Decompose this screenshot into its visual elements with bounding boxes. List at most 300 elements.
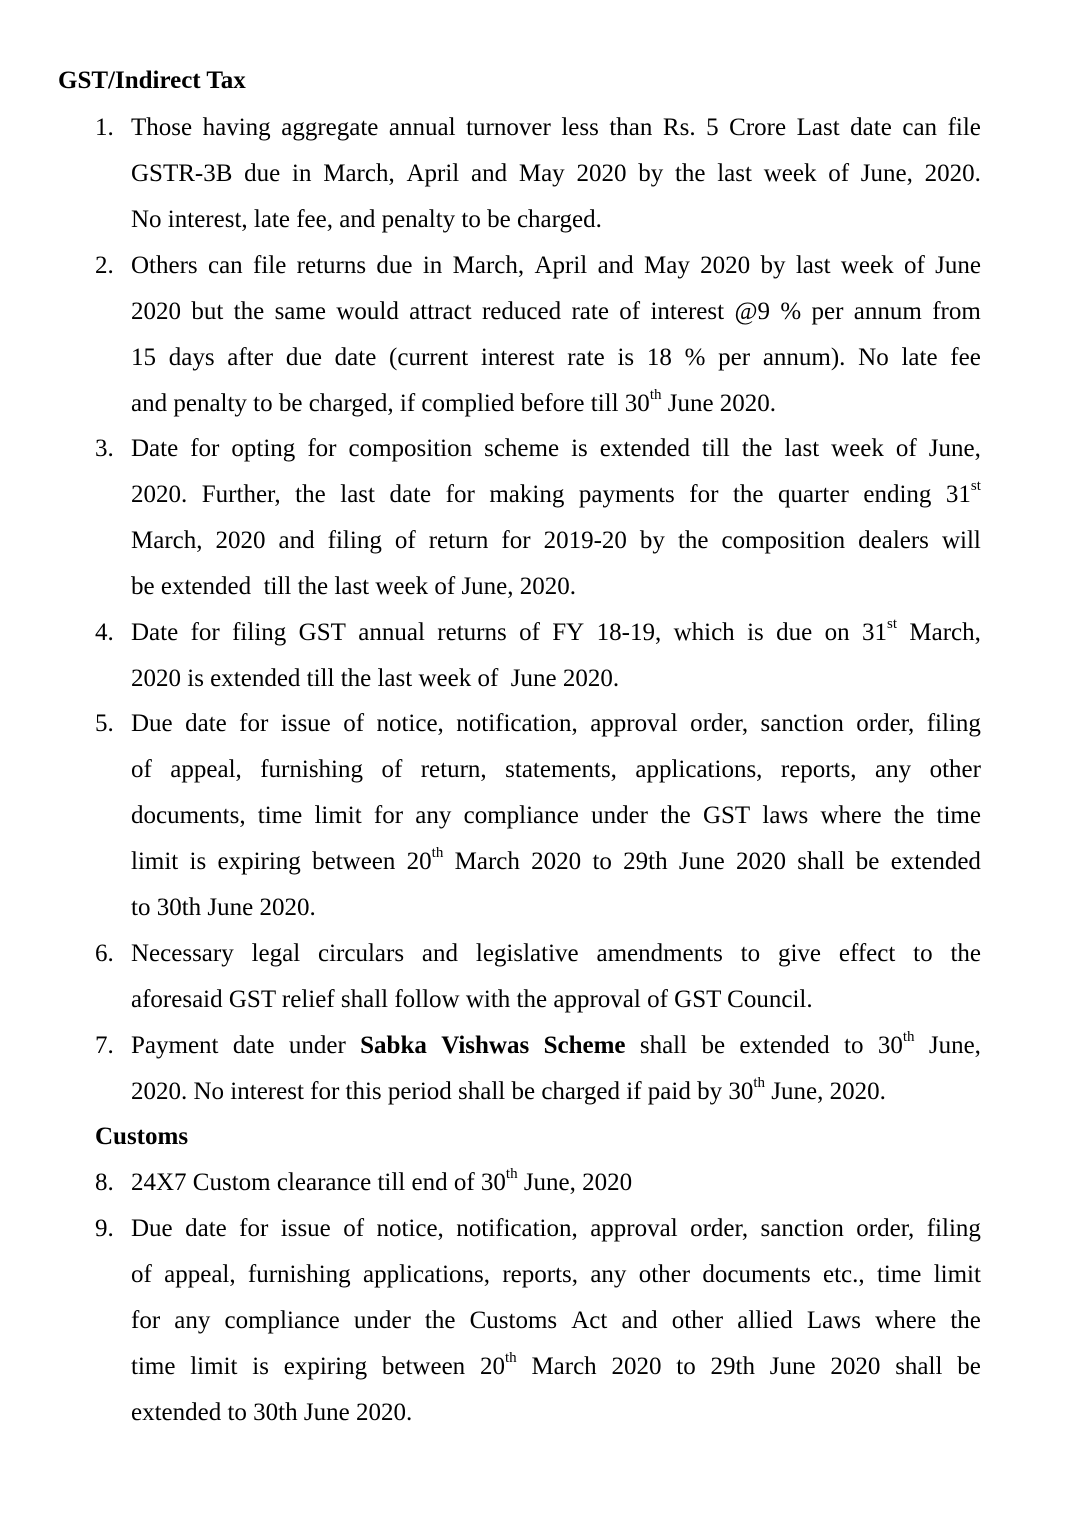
- word: same: [274, 298, 326, 325]
- word: the: [732, 481, 764, 508]
- list-item-line: [131, 526, 981, 556]
- word: the: [893, 802, 925, 829]
- word: applications,: [635, 756, 763, 783]
- word: 29th: [710, 1353, 755, 1380]
- word: GST: [298, 619, 346, 646]
- word: sanction: [760, 1215, 844, 1242]
- word: time: [936, 802, 981, 829]
- word: expiring: [283, 1353, 368, 1380]
- word: extended: [599, 435, 691, 462]
- word: and: [278, 527, 315, 554]
- word: but: [191, 298, 224, 325]
- word: the: [233, 298, 265, 325]
- word: any: [415, 802, 452, 829]
- word: etc.,: [823, 1261, 865, 1288]
- word: notice,: [376, 1215, 444, 1242]
- word: documents,: [131, 802, 246, 829]
- word: other: [929, 756, 981, 783]
- word: June,: [928, 435, 981, 462]
- word: order,: [690, 710, 749, 737]
- word: appeal,: [170, 756, 242, 783]
- word: 15: [131, 344, 156, 371]
- word: from: [932, 298, 981, 325]
- word: the: [741, 435, 773, 462]
- list-item-line: [131, 1214, 981, 1244]
- section-heading-gst: GST/Indirect Tax: [58, 67, 246, 94]
- word: scheme: [484, 435, 560, 462]
- list-item-line: [131, 618, 981, 648]
- word: filing: [232, 619, 287, 646]
- list-item-number: 4.: [95, 619, 114, 646]
- word: 2019-20: [543, 527, 627, 554]
- word: last: [795, 252, 831, 279]
- word: is: [189, 848, 207, 875]
- word: returns: [296, 252, 367, 279]
- word: of: [343, 1215, 365, 1242]
- list-item-number: 8.: [95, 1169, 114, 1196]
- word: Customs: [469, 1307, 558, 1334]
- word: would: [336, 298, 399, 325]
- word: date: [334, 344, 377, 371]
- list-item-line: [131, 893, 981, 923]
- word: under: [591, 802, 648, 829]
- word: 2020: [830, 1353, 881, 1380]
- word: attract: [409, 298, 472, 325]
- bold-text: Vishwas: [441, 1032, 530, 1059]
- word: by: [639, 527, 665, 554]
- word: filing: [926, 1215, 981, 1242]
- word: under: [353, 1307, 411, 1334]
- word: Act: [571, 1307, 608, 1334]
- word: legislative: [475, 940, 579, 967]
- word: 18-19,: [596, 619, 662, 646]
- list-item-line: [131, 1031, 981, 1061]
- list-item-line: [131, 664, 981, 694]
- list-item-line: [131, 389, 981, 419]
- word: of: [828, 160, 850, 187]
- word: to: [740, 940, 761, 967]
- list-item-line: [131, 205, 981, 235]
- word: Those: [131, 114, 193, 141]
- word: the: [677, 527, 709, 554]
- word: shall: [639, 1032, 688, 1059]
- word: time: [257, 802, 303, 829]
- word: date: [389, 481, 432, 508]
- word: of: [519, 619, 540, 646]
- list-item-line: [131, 159, 981, 189]
- word: and: [621, 1307, 658, 1334]
- word: due: [244, 160, 281, 187]
- word: due: [376, 252, 413, 279]
- list-item-number: 1.: [95, 114, 114, 141]
- word: 2020: [531, 848, 582, 875]
- word: interest: [650, 298, 725, 325]
- word: return: [428, 527, 489, 554]
- word: extended: [739, 1032, 830, 1059]
- word: return,: [420, 756, 487, 783]
- ordinal-suffix: th: [505, 1168, 518, 1182]
- word: filing: [327, 527, 382, 554]
- word: 2020: [215, 527, 266, 554]
- word: between: [312, 848, 396, 875]
- word: 2020.: [131, 481, 188, 508]
- word: 2020: [736, 848, 787, 875]
- word: May: [644, 252, 690, 279]
- word: reduced: [481, 298, 562, 325]
- bold-text: Sabka: [360, 1032, 427, 1059]
- word: having: [202, 114, 271, 141]
- word: Payment: [131, 1032, 219, 1059]
- word: till: [702, 435, 730, 462]
- word: limit: [190, 1353, 238, 1380]
- word: sanction: [760, 710, 844, 737]
- word: by: [638, 160, 664, 187]
- word: annual: [358, 619, 425, 646]
- word: to: [676, 1353, 696, 1380]
- list-item-line: [131, 434, 981, 464]
- word: annual: [388, 114, 456, 141]
- word: returns: [437, 619, 507, 646]
- word: of: [619, 298, 641, 325]
- word: opting: [231, 435, 296, 462]
- word: June,: [928, 1032, 981, 1059]
- word: composition: [721, 527, 846, 554]
- word: of: [903, 252, 925, 279]
- word: 5: [706, 114, 719, 141]
- list-item-line: [131, 1077, 981, 1107]
- word: for: [239, 710, 269, 737]
- word: and: [421, 940, 459, 967]
- word: March,: [909, 619, 981, 646]
- word: expiring: [217, 848, 301, 875]
- word: for: [445, 481, 475, 508]
- word: @9: [734, 298, 770, 325]
- word: where: [875, 1307, 937, 1334]
- word: in: [292, 160, 312, 187]
- text-segment: extended to 30th June 2020.: [131, 1399, 413, 1426]
- text-segment: to 30th June 2020.: [131, 894, 316, 921]
- word: for: [239, 1215, 269, 1242]
- word: week: [831, 435, 884, 462]
- word: March,: [452, 252, 525, 279]
- word: quarter: [778, 481, 849, 508]
- word: any: [174, 1307, 211, 1334]
- word: 20th: [480, 1352, 517, 1382]
- word: annum).: [762, 344, 846, 371]
- word: Further,: [201, 481, 281, 508]
- text-segment: 2020 is extended till the last week of June 2020.: [131, 665, 620, 692]
- word: of: [394, 527, 416, 554]
- word: and: [597, 252, 634, 279]
- word: to: [592, 848, 612, 875]
- word: June: [769, 1353, 816, 1380]
- word: date: [232, 1032, 275, 1059]
- word: ending: [863, 481, 932, 508]
- word: will: [941, 527, 981, 554]
- word: be: [957, 1353, 981, 1380]
- word: notification,: [456, 710, 578, 737]
- word: be: [855, 848, 880, 875]
- word: 31st: [862, 618, 897, 648]
- text-segment: 2020. No interest for this period shall be charged if paid by 30: [131, 1078, 754, 1105]
- section-heading-customs: Customs: [95, 1123, 189, 1150]
- word: due: [285, 344, 322, 371]
- word: shall: [895, 1353, 943, 1380]
- word: legal: [251, 940, 301, 967]
- word: the: [660, 802, 691, 829]
- word: 29th: [623, 848, 668, 875]
- word: making: [489, 481, 565, 508]
- word: aggregate: [281, 114, 379, 141]
- word: annum: [853, 298, 922, 325]
- word: 31st: [946, 480, 981, 510]
- word: due: [776, 619, 813, 646]
- text-segment: be extended till the last week of June, 2020.: [131, 573, 577, 600]
- list-item-number: 2.: [95, 252, 114, 279]
- word: May: [518, 160, 565, 187]
- word: time: [876, 1261, 922, 1288]
- word: approval: [590, 1215, 678, 1242]
- list-item-line: [131, 709, 981, 739]
- word: to: [913, 940, 933, 967]
- word: June: [678, 848, 725, 875]
- word: turnover: [466, 114, 551, 141]
- word: is: [571, 435, 588, 462]
- word: [544, 1031, 626, 1061]
- word: amendments: [596, 940, 723, 967]
- word: for: [131, 1307, 161, 1334]
- word: 2020.: [924, 160, 981, 187]
- word: %: [780, 298, 802, 325]
- word: the: [950, 1307, 981, 1334]
- word: 30th: [878, 1031, 915, 1061]
- list-item-line: [131, 801, 981, 831]
- ordinal-suffix: th: [902, 1031, 915, 1045]
- word: be: [701, 1032, 726, 1059]
- word: limit: [131, 848, 179, 875]
- word: under: [288, 1032, 346, 1059]
- word: is: [617, 344, 635, 371]
- word: than: [609, 114, 653, 141]
- word: any: [875, 756, 912, 783]
- word: 2020: [576, 160, 627, 187]
- word: order,: [856, 710, 915, 737]
- word: furnishing: [247, 1261, 351, 1288]
- word: limit: [933, 1261, 981, 1288]
- word: other: [671, 1307, 724, 1334]
- word: give: [777, 940, 822, 967]
- word: week: [763, 160, 817, 187]
- word: after: [227, 344, 274, 371]
- word: limit: [314, 802, 362, 829]
- word: March,: [323, 160, 395, 187]
- list-item-line: [131, 251, 981, 281]
- word: appeal,: [164, 1261, 236, 1288]
- list-item-line: [131, 939, 981, 969]
- word: file: [253, 252, 287, 279]
- word: payments: [578, 481, 675, 508]
- word: Others: [131, 252, 198, 279]
- word: file: [947, 114, 981, 141]
- word: notice,: [376, 710, 444, 737]
- word: rate: [567, 344, 605, 371]
- word: filing: [926, 710, 981, 737]
- word: GST: [702, 802, 751, 829]
- word: order,: [690, 1215, 749, 1242]
- word: other: [638, 1261, 691, 1288]
- word: per: [718, 344, 751, 371]
- list-item-line: [131, 847, 981, 877]
- list-item-line: [131, 1168, 981, 1198]
- list-item-line: [131, 1306, 981, 1336]
- word: is: [252, 1353, 269, 1380]
- word: June: [935, 252, 981, 279]
- word: Necessary: [131, 940, 234, 967]
- ordinal-suffix: th: [431, 847, 444, 861]
- word: interest: [480, 344, 555, 371]
- list-item-line: [131, 1260, 981, 1290]
- word: statements,: [505, 756, 617, 783]
- word: furnishing: [260, 756, 363, 783]
- list-item-number: 6.: [95, 940, 114, 967]
- word: last: [717, 160, 752, 187]
- word: last: [340, 481, 375, 508]
- word: the: [950, 940, 981, 967]
- word: fee: [950, 344, 981, 371]
- ordinal-suffix: th: [753, 1077, 765, 1091]
- word: issue: [280, 710, 331, 737]
- word: late: [901, 344, 938, 371]
- word: rate: [571, 298, 609, 325]
- word: of: [343, 710, 365, 737]
- word: for: [373, 802, 404, 829]
- word: days: [168, 344, 215, 371]
- word: %: [684, 344, 706, 371]
- word: circulars: [318, 940, 405, 967]
- word: date: [185, 1215, 227, 1242]
- word: Date: [131, 619, 179, 646]
- word: shall: [797, 848, 845, 875]
- list-item-line: [131, 113, 981, 143]
- text-segment: June, 2020: [517, 1169, 633, 1196]
- word: of: [895, 435, 917, 462]
- word: order,: [856, 1215, 915, 1242]
- word: allied: [737, 1307, 793, 1334]
- word: reports,: [780, 756, 857, 783]
- text-segment: June, 2020.: [765, 1078, 886, 1105]
- word: Laws: [806, 1307, 862, 1334]
- list-item-line: [131, 297, 981, 327]
- list-item-line: [131, 755, 981, 785]
- word: effect: [838, 940, 896, 967]
- word: applications,: [362, 1261, 491, 1288]
- text-segment: No interest, late fee, and penalty to be charged.: [131, 206, 602, 233]
- word: for: [190, 619, 220, 646]
- list-item-number: 9.: [95, 1215, 114, 1242]
- word: compliance: [224, 1307, 340, 1334]
- word: notification,: [456, 1215, 578, 1242]
- word: [360, 1031, 427, 1061]
- word: can: [902, 114, 938, 141]
- word: the: [674, 160, 706, 187]
- word: is: [747, 619, 764, 646]
- word: 2020: [700, 252, 751, 279]
- word: time: [131, 1353, 176, 1380]
- word: for: [501, 527, 531, 554]
- word: [441, 1031, 529, 1061]
- word: March,: [131, 527, 203, 554]
- word: No: [858, 344, 889, 371]
- word: approval: [590, 710, 678, 737]
- word: April: [534, 252, 588, 279]
- word: date: [185, 710, 227, 737]
- word: for: [190, 435, 220, 462]
- list-item-line: [131, 1398, 981, 1428]
- word: for: [307, 435, 337, 462]
- word: April: [406, 160, 460, 187]
- word: GSTR-3B: [131, 160, 233, 187]
- word: Last: [796, 114, 840, 141]
- word: reports,: [502, 1261, 579, 1288]
- word: in: [422, 252, 443, 279]
- word: dealers: [858, 527, 929, 554]
- list-item-number: 5.: [95, 710, 114, 737]
- word: week: [840, 252, 894, 279]
- word: 20th: [407, 847, 444, 877]
- word: Date: [131, 435, 179, 462]
- ordinal-suffix: st: [970, 480, 981, 494]
- word: where: [820, 802, 882, 829]
- ordinal-suffix: st: [886, 618, 897, 632]
- bold-text: Scheme: [543, 1032, 626, 1059]
- list-item-number: 7.: [95, 1032, 114, 1059]
- word: less: [561, 114, 599, 141]
- word: Rs.: [662, 114, 696, 141]
- word: documents: [702, 1261, 811, 1288]
- word: compliance: [463, 802, 579, 829]
- list-item-line: [131, 343, 981, 373]
- word: any: [590, 1261, 627, 1288]
- list-item-line: [131, 985, 981, 1015]
- word: June,: [860, 160, 913, 187]
- text-segment: June 2020.: [661, 390, 777, 417]
- word: between: [381, 1353, 466, 1380]
- word: of: [381, 756, 403, 783]
- list-item-number: 3.: [95, 435, 114, 462]
- word: issue: [280, 1215, 331, 1242]
- word: Due: [131, 710, 173, 737]
- word: (current: [389, 344, 469, 371]
- word: for: [689, 481, 719, 508]
- ordinal-suffix: th: [504, 1352, 517, 1366]
- word: Due: [131, 1215, 173, 1242]
- word: FY: [552, 619, 585, 646]
- word: composition: [348, 435, 473, 462]
- word: date: [850, 114, 892, 141]
- word: March: [454, 848, 520, 875]
- word: which: [673, 619, 735, 646]
- word: on: [824, 619, 850, 646]
- list-item-line: [131, 1352, 981, 1382]
- word: Crore: [729, 114, 787, 141]
- word: and: [471, 160, 508, 187]
- word: 2020: [131, 298, 181, 325]
- word: can: [207, 252, 243, 279]
- text-segment: 24X7 Custom clearance till end of 30: [131, 1169, 506, 1196]
- word: by: [760, 252, 786, 279]
- list-item-line: [131, 480, 981, 510]
- word: the: [424, 1307, 456, 1334]
